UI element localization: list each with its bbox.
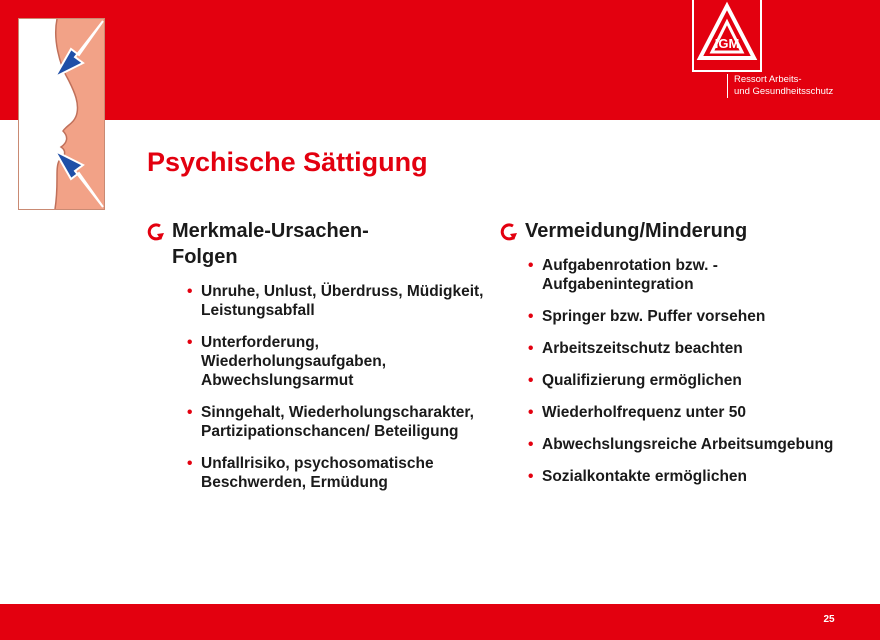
bullet-dot-icon: •	[187, 455, 193, 472]
svg-text:IGM: IGM	[714, 36, 740, 51]
igm-logo-icon	[692, 0, 762, 72]
department-line-1: Ressort Arbeits-	[734, 74, 802, 85]
profile-face-icon	[18, 18, 105, 210]
bullet-dot-icon: •	[528, 468, 534, 485]
right-column-heading	[500, 218, 840, 244]
department-label	[727, 74, 833, 98]
list-item: • Aufgabenrotation bzw. - Aufgabenintegration	[528, 257, 718, 293]
list-item: • Sinngehalt, Wiederholungscharakter, Partizipationschancen/ Beteiligung	[187, 404, 474, 440]
left-bullet-list	[147, 282, 492, 492]
right-heading-text: Vermeidung/Minderung	[525, 220, 748, 242]
bullet-dot-icon: •	[187, 334, 193, 351]
page-title: Psychische Sättigung	[147, 147, 428, 177]
bullet-dot-icon: •	[187, 283, 193, 300]
page-number: 25	[823, 614, 835, 625]
list-item: • Springer bzw. Puffer vorsehen	[528, 308, 766, 325]
list-item: • Sozialkontakte ermöglichen	[528, 468, 747, 485]
curved-arrow-icon	[147, 222, 165, 248]
bullet-dot-icon: •	[528, 372, 534, 389]
left-heading-line-2: Folgen	[172, 246, 238, 268]
bullet-dot-icon: •	[528, 257, 534, 274]
left-heading-line-1: Merkmale-Ursachen-	[172, 220, 369, 242]
bullet-dot-icon: •	[528, 404, 534, 421]
curved-arrow-icon	[500, 222, 518, 248]
right-column	[500, 218, 840, 499]
left-column	[147, 218, 492, 505]
footer-band	[0, 604, 880, 640]
list-item: • Unterforderung, Wiederholungsaufgaben, Abwechslungsarmut	[187, 334, 387, 389]
list-item: • Unruhe, Unlust, Überdruss, Müdigkeit, Leistungsabfall	[187, 283, 484, 319]
left-column-heading	[147, 218, 492, 270]
bullet-dot-icon: •	[528, 436, 534, 453]
bullet-dot-icon: •	[528, 340, 534, 357]
list-item: • Wiederholfrequenz unter 50	[528, 404, 746, 421]
list-item: • Arbeitszeitschutz beachten	[528, 340, 743, 357]
bullet-dot-icon: •	[528, 308, 534, 325]
list-item: • Qualifizierung ermöglichen	[528, 372, 742, 389]
department-line-2: und Gesundheitsschutz	[734, 86, 834, 97]
list-item: • Abwechslungsreiche Arbeitsumgebung	[528, 436, 834, 453]
bullet-dot-icon: •	[187, 404, 193, 421]
list-item: • Unfallrisiko, psychosomatische Beschwerden, Ermüdung	[187, 455, 434, 491]
right-bullet-list	[500, 256, 840, 486]
